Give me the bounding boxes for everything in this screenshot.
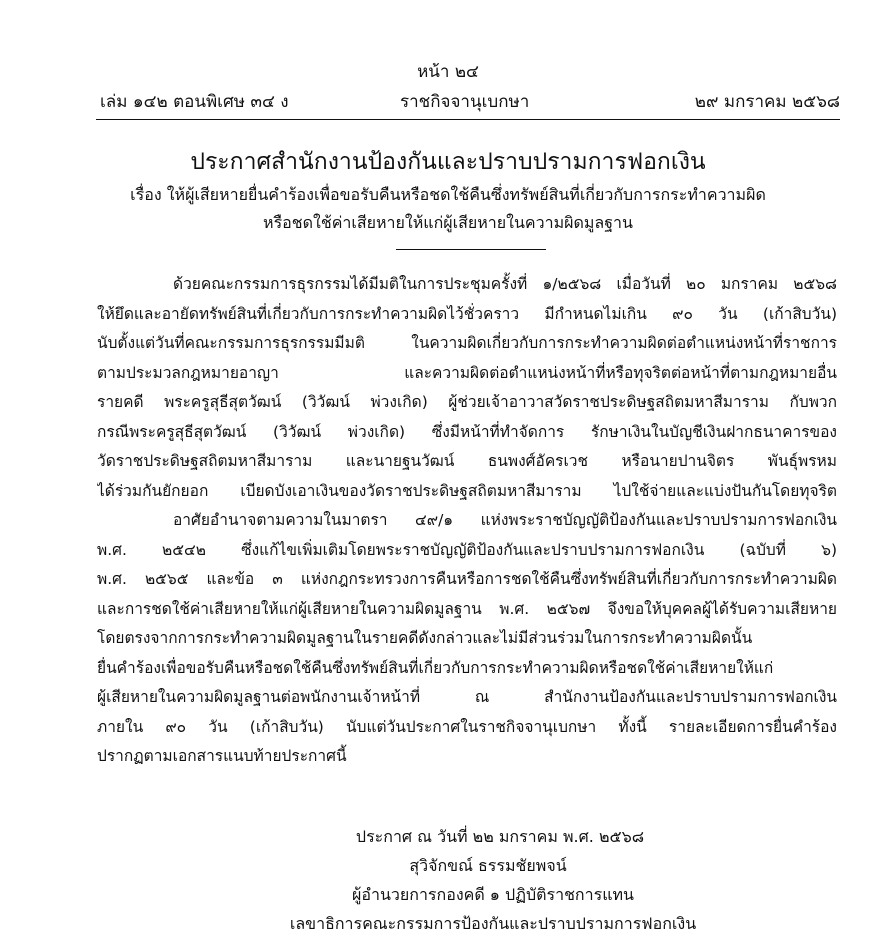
signer-name: สุวิจักขณ์ ธรรมชัยพจน์	[409, 856, 567, 875]
body-line: อาศัยอำนาจตามความในมาตรา ๔๙/๑ แห่งพระราชบัญญัติป้องกันและปราบปรามการฟอกเงิน	[173, 511, 837, 529]
body-line: พ.ศ. ๒๕๔๒ ซึ่งแก้ไขเพิ่มเติมโดยพระราชบัญญัติป้องกันและปราบปรามการฟอกเงิน (ฉบับที่ ๖)	[97, 540, 837, 559]
signer-position: เลขาธิการคณะกรรมการป้องกันและปราบปรามการฟอกเงิน	[289, 914, 697, 933]
body-line: ปรากฏตามเอกสารแนบท้ายประกาศนี้	[97, 747, 347, 765]
header-divider	[96, 119, 840, 120]
body-line: และการชดใช้ค่าเสียหายให้แก่ผู้เสียหายในความผิดมูลฐาน พ.ศ. ๒๕๖๗ จึงขอให้บุคคลผู้ได้รับความเสียหาย	[97, 599, 837, 618]
subject-line: หรือชดใช้ค่าเสียหายให้แก่ผู้เสียหายในความผิดมูลฐาน	[263, 213, 633, 232]
publication-date: ๒๙ มกราคม ๒๕๖๘	[694, 92, 840, 112]
body-line: ได้ร่วมกันยักยอก เบียดบังเอาเงินของวัดราชประดิษฐสถิตมหาสีมาราม ไปใช้จ่ายและแบ่งปันกันโดยทุจริต	[97, 481, 837, 500]
body-line: โดยตรงจากการกระทำความผิดมูลฐานในรายคดีดังกล่าวและไม่มีส่วนร่วมในการกระทำความผิดนั้น	[97, 629, 753, 647]
announcement-body	[97, 270, 837, 772]
body-line: ภายใน ๙๐ วัน (เก้าสิบวัน) นับแต่วันประกาศในราชกิจจานุเบกษา ทั้งนี้ รายละเอียดการยื่นคำร้อง	[97, 717, 837, 736]
body-line: วัดราชประดิษฐสถิตมหาสีมาราม และนายฐนวัฒน์ ธนพงศ์อัครเวช หรือนายปานจิตร พันธุ์พรหม	[97, 452, 837, 470]
announced-date: ประกาศ ณ วันที่ ๒๒ มกราคม พ.ศ. ๒๕๖๘	[355, 827, 645, 846]
body-line: ผู้เสียหายในความผิดมูลฐานต่อพนักงานเจ้าหน้าที่ ณ สำนักงานป้องกันและปราบปรามการฟอกเงิน	[97, 688, 837, 706]
body-line: กรณีพระครูสุธีสุตวัฒน์ (วิวัฒน์ พ่วงเกิด) ซึ่งมีหน้าที่ทำจัดการ รักษาเงินในบัญชีเงินฝากธนาคารของ	[97, 422, 837, 441]
body-line: นับตั้งแต่วันที่คณะกรรมการธุรกรรมมีมติ ในความผิดเกี่ยวกับการกระทำความผิดต่อตำแหน่งหน้าที่ราชการ	[97, 334, 837, 352]
body-line: พ.ศ. ๒๕๖๕ และข้อ ๓ แห่งกฎกระทรวงการคืนหรือการชดใช้คืนซึ่งทรัพย์สินที่เกี่ยวกับการกระทำความผิด	[97, 570, 837, 588]
body-line: ยื่นคำร้องเพื่อขอรับคืนหรือชดใช้คืนซึ่งทรัพย์สินที่เกี่ยวกับการกระทำความผิดหรือชดใช้ค่าเสียหายให้แก่	[97, 658, 774, 677]
signer-position: ผู้อำนวยการกองคดี ๑ ปฏิบัติราชการแทน	[351, 885, 634, 904]
announcement-title: ประกาศสำนักงานป้องกันและปราบปรามการฟอกเงิน	[190, 149, 706, 175]
title-divider	[396, 249, 546, 250]
body-line: รายคดี พระครูสุธีสุตวัฒน์ (วิวัฒน์ พ่วงเกิด) ผู้ช่วยเจ้าอาวาสวัดราชประดิษฐสถิตมหาสีมาราม กับพวก	[97, 393, 837, 411]
body-line: ตามประมวลกฎหมายอาญา และความผิดต่อตำแหน่งหน้าที่หรือทุจริตต่อหน้าที่ตามกฎหมายอื่น	[97, 363, 837, 382]
subject-line: เรื่อง ให้ผู้เสียหายยื่นคำร้องเพื่อขอรับคืนหรือชดใช้คืนซึ่งทรัพย์สินที่เกี่ยวกับการกระทำความผิด	[130, 185, 766, 204]
body-line: ให้ยึดและอายัดทรัพย์สินที่เกี่ยวกับการกระทำความผิดไว้ชั่วคราว มีกำหนดไม่เกิน ๙๐ วัน (เก้าสิบวัน)	[97, 304, 837, 323]
publication-name: ราชกิจจานุเบกษา	[400, 92, 530, 112]
page-number: หน้า ๒๔	[417, 62, 479, 82]
body-line: ด้วยคณะกรรมการธุรกรรมได้มีมติในการประชุมครั้งที่ ๑/๒๕๖๘ เมื่อวันที่ ๒๐ มกราคม ๒๕๖๘	[173, 275, 837, 293]
volume-issue: เล่ม ๑๔๒ ตอนพิเศษ ๓๔ ง	[100, 92, 289, 112]
